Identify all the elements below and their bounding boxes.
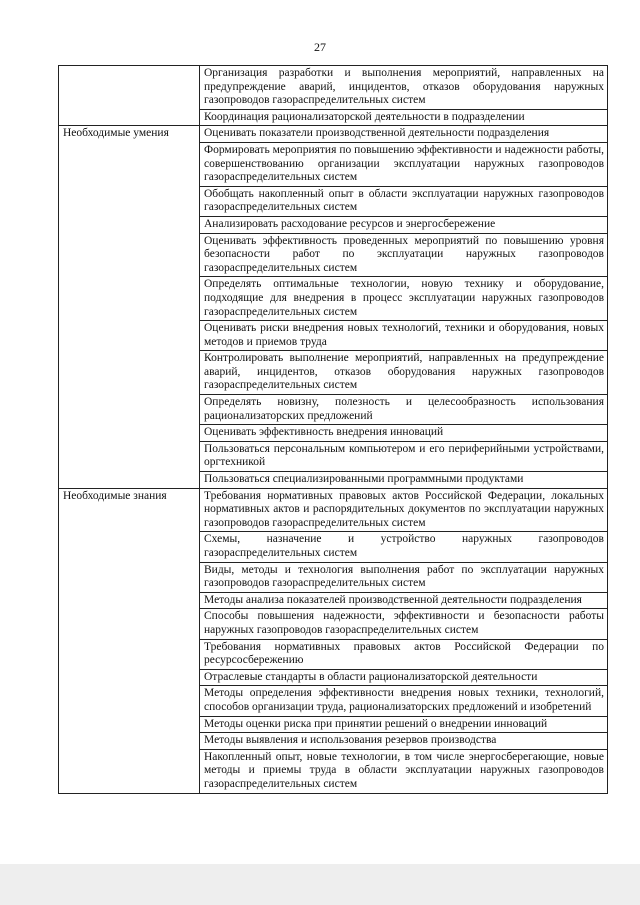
requirement-item: Способы повышения надежности, эффективности и безопасности работы наружных газопроводов газораспределительных систем bbox=[200, 608, 607, 638]
requirement-item: Оценивать эффективность внедрения инноваций bbox=[200, 424, 607, 441]
requirement-item: Анализировать расходование ресурсов и энергосбережение bbox=[200, 216, 607, 233]
section-label: Необходимые знания bbox=[59, 488, 200, 793]
requirement-item: Требования нормативных правовых актов Российской Федерации, локальных нормативных актов и распорядительных документов по эксплуатации наружных газопроводов газораспределительных систем bbox=[204, 489, 604, 529]
section-row bbox=[59, 126, 608, 488]
requirement-item: Оценивать показатели производственной деятельности подразделения bbox=[204, 127, 550, 140]
requirement-item: Пользоваться специализированными программными продуктами bbox=[200, 471, 607, 488]
section-items bbox=[200, 488, 608, 793]
requirement-item: Оценивать эффективность проведенных мероприятий по повышению уровня безопасности работ по эксплуатации наружных газопроводов газораспределительных систем bbox=[200, 233, 607, 277]
section-items bbox=[200, 66, 608, 126]
requirement-item: Определять оптимальные технологии, новую технику и оборудование, подходящие для внедрения в процесс эксплуатации наружных газопроводов газораспределительных систем bbox=[200, 276, 607, 320]
requirement-item: Методы выявления и использования резервов производства bbox=[200, 732, 607, 749]
requirement-item: Формировать мероприятия по повышению эффективности и надежности работы, совершенствованию организации эксплуатации наружных газопроводов газораспределительных систем bbox=[200, 142, 607, 186]
requirement-item: Методы анализа показателей производственной деятельности подразделения bbox=[200, 592, 607, 609]
requirement-item: Контролировать выполнение мероприятий, направленных на предупреждение аварий, инцидентов, отказов оборудования наружных газопроводов газораспределительных систем bbox=[200, 350, 607, 394]
requirement-item: Оценивать риски внедрения новых технологий, техники и оборудования, новых методов и приемов труда bbox=[200, 320, 607, 350]
requirements-table-body bbox=[59, 66, 608, 794]
requirement-item: Методы определения эффективности внедрения новых техники, технологий, способов организации труда, рационализаторских предложений и изобретений bbox=[200, 685, 607, 715]
section-row bbox=[59, 488, 608, 793]
scan-bottom-band bbox=[0, 864, 640, 905]
requirement-item: Организация разработки и выполнения мероприятий, направленных на предупреждение аварий, инцидентов, отказов оборудования наружных газопроводов газораспределительных систем bbox=[204, 67, 604, 107]
section-row bbox=[59, 66, 608, 126]
requirement-item: Координация рационализаторской деятельности в подразделении bbox=[200, 109, 607, 126]
requirement-item: Схемы, назначение и устройство наружных газопроводов газораспределительных систем bbox=[200, 531, 607, 561]
requirement-item: Методы оценки риска при принятии решений о внедрении инноваций bbox=[200, 716, 607, 733]
requirement-item: Накопленный опыт, новые технологии, в том числе энергосберегающие, новые методы и приемы труда в области эксплуатации наружных газопроводов газораспределительных систем bbox=[200, 749, 607, 793]
requirement-item: Требования нормативных правовых актов Российской Федерации по ресурсосбережению bbox=[200, 639, 607, 669]
section-label: Необходимые умения bbox=[59, 126, 200, 488]
requirement-item: Пользоваться персональным компьютером и его периферийными устройствами, оргтехникой bbox=[200, 441, 607, 471]
requirements-table bbox=[58, 65, 608, 794]
section-label bbox=[59, 66, 200, 126]
requirement-item: Виды, методы и технология выполнения работ по эксплуатации наружных газопроводов газораспределительных систем bbox=[200, 562, 607, 592]
requirement-item: Обобщать накопленный опыт в области эксплуатации наружных газопроводов газораспределительных систем bbox=[200, 186, 607, 216]
requirement-item: Отраслевые стандарты в области рационализаторской деятельности bbox=[200, 669, 607, 686]
section-items bbox=[200, 126, 608, 488]
requirement-item: Определять новизну, полезность и целесообразность использования рационализаторских предложений bbox=[200, 394, 607, 424]
page-number: 27 bbox=[314, 40, 326, 54]
